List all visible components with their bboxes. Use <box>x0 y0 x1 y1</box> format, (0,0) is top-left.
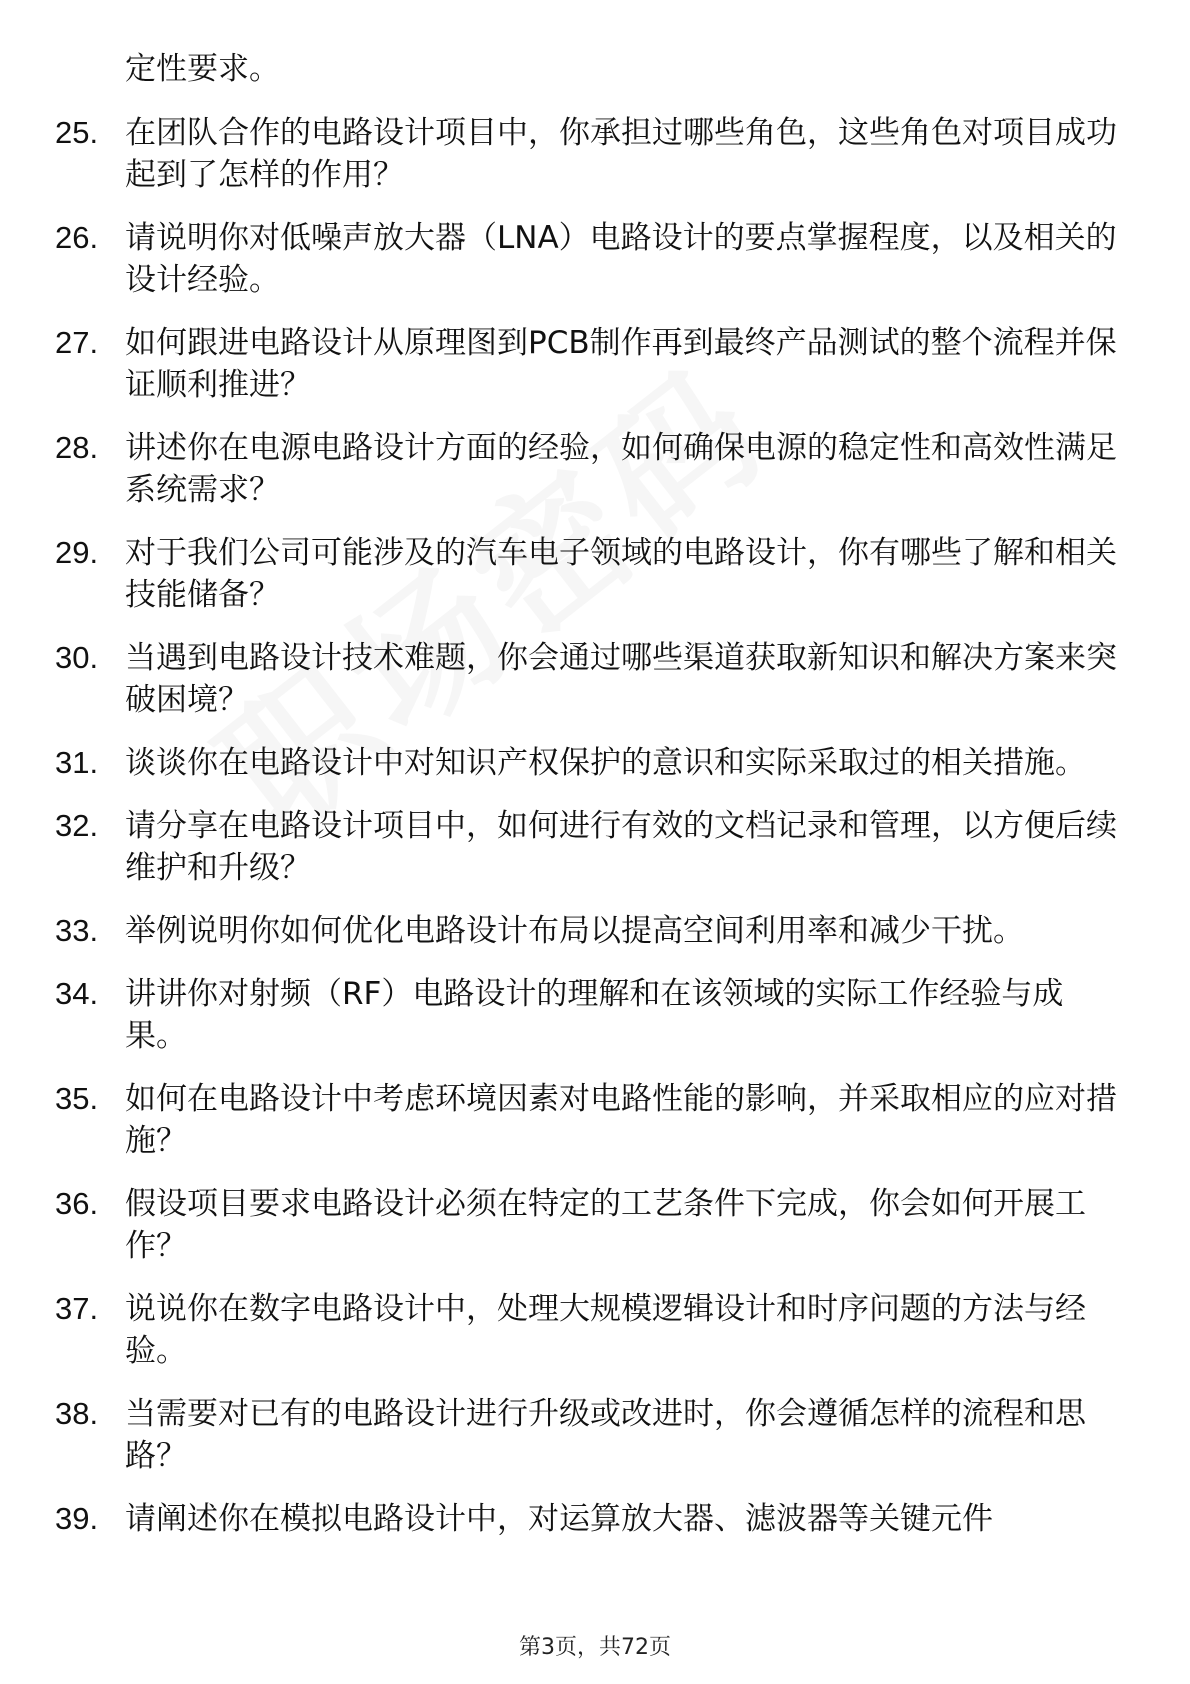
question-item <box>55 973 1135 1057</box>
question-item <box>55 1498 1135 1540</box>
continuation-text: 定性要求。 <box>125 51 280 87</box>
question-number: 30. <box>55 640 99 675</box>
question-item <box>55 805 1135 889</box>
question-number: 29. <box>55 535 99 570</box>
question-item <box>55 1288 1135 1372</box>
question-text: 当需要对已有的电路设计进行升级或改进时，你会遵循怎样的流程和思路？ <box>125 1396 1086 1474</box>
question-item <box>55 1078 1135 1162</box>
question-text: 当遇到电路设计技术难题，你会通过哪些渠道获取新知识和解决方案来突破困境？ <box>125 640 1117 718</box>
question-list <box>55 112 1135 1540</box>
question-item <box>55 112 1135 196</box>
question-text: 对于我们公司可能涉及的汽车电子领域的电路设计，你有哪些了解和相关技能储备？ <box>125 535 1117 613</box>
question-text: 讲讲你对射频（RF）电路设计的理解和在该领域的实际工作经验与成果。 <box>125 976 1064 1054</box>
question-content <box>55 48 1135 1561</box>
page-footer <box>0 1630 1190 1661</box>
question-text: 举例说明你如何优化电路设计布局以提高空间利用率和减少干扰。 <box>125 913 1024 949</box>
question-item <box>55 1393 1135 1477</box>
question-text: 假设项目要求电路设计必须在特定的工艺条件下完成，你会如何开展工作？ <box>125 1186 1086 1264</box>
question-text: 说说你在数字电路设计中，处理大规模逻辑设计和时序问题的方法与经验。 <box>125 1291 1086 1369</box>
question-number: 25. <box>55 115 99 150</box>
question-item <box>55 637 1135 721</box>
question-item <box>55 742 1135 784</box>
question-text: 讲述你在电源电路设计方面的经验，如何确保电源的稳定性和高效性满足系统需求？ <box>125 430 1117 508</box>
question-text: 如何在电路设计中考虑环境因素对电路性能的影响，并采取相应的应对措施？ <box>125 1081 1117 1159</box>
page-number-label: 第3页，共72页 <box>519 1635 671 1660</box>
question-number: 37. <box>55 1291 99 1326</box>
question-number: 28. <box>55 430 99 465</box>
question-item <box>55 532 1135 616</box>
question-text: 谈谈你在电路设计中对知识产权保护的意识和实际采取过的相关措施。 <box>125 745 1086 781</box>
question-number: 38. <box>55 1396 99 1431</box>
question-number: 31. <box>55 745 99 780</box>
question-number: 39. <box>55 1501 99 1536</box>
question-number: 36. <box>55 1186 99 1221</box>
question-item <box>55 910 1135 952</box>
question-number: 35. <box>55 1081 99 1116</box>
question-text: 请分享在电路设计项目中，如何进行有效的文档记录和管理，以方便后续维护和升级？ <box>125 808 1117 886</box>
question-item <box>55 427 1135 511</box>
question-number: 34. <box>55 976 99 1011</box>
question-number: 33. <box>55 913 99 948</box>
question-text: 请阐述你在模拟电路设计中，对运算放大器、滤波器等关键元件 <box>125 1501 993 1537</box>
question-item <box>55 322 1135 406</box>
question-number: 27. <box>55 325 99 360</box>
question-text: 如何跟进电路设计从原理图到PCB制作再到最终产品测试的整个流程并保证顺利推进？ <box>125 325 1117 403</box>
question-item <box>55 1183 1135 1267</box>
question-text: 在团队合作的电路设计项目中，你承担过哪些角色，这些角色对项目成功起到了怎样的作用？ <box>125 115 1117 193</box>
question-item <box>55 217 1135 301</box>
question-number: 32. <box>55 808 99 843</box>
question-number: 26. <box>55 220 99 255</box>
question-text: 请说明你对低噪声放大器（LNA）电路设计的要点掌握程度，以及相关的设计经验。 <box>125 220 1117 298</box>
